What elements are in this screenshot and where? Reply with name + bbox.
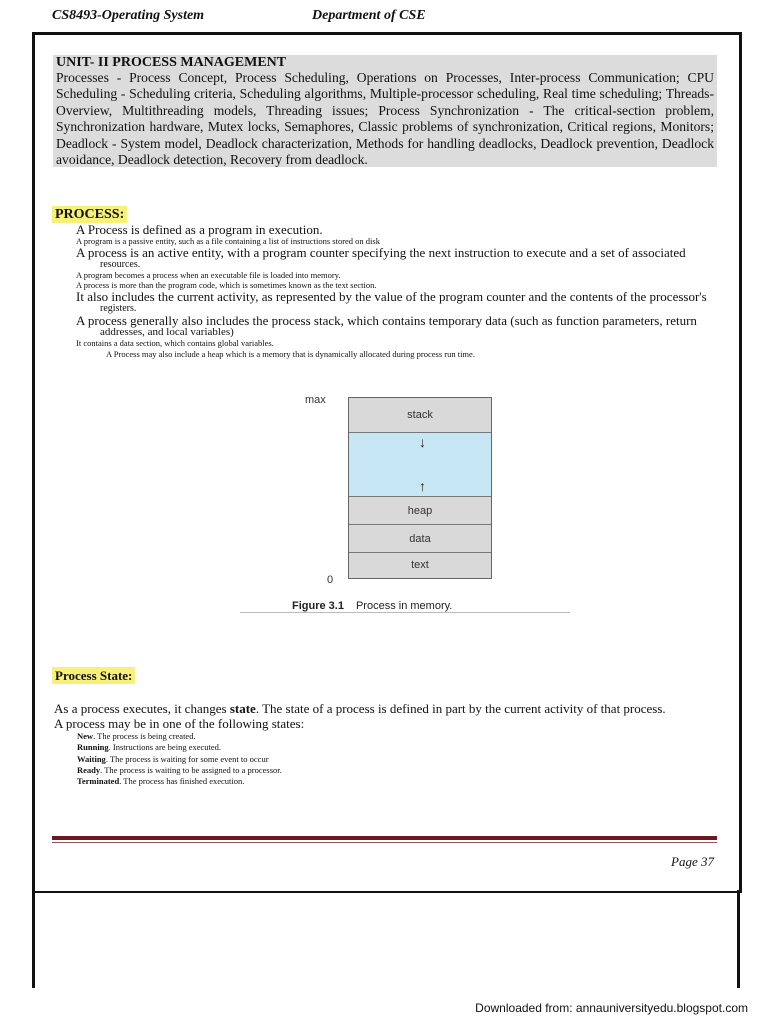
state-name: Ready [77,764,101,775]
unit-title: UNIT- II PROCESS MANAGEMENT [56,55,287,70]
list-item [77,731,282,742]
list-item [77,742,282,753]
memory-diagram [348,397,492,579]
process-memory-figure [240,390,570,615]
process-definitions [76,223,716,360]
process-heading-label: PROCESS: [52,206,127,223]
intro-text: As a process executes, it changes [54,701,230,716]
state-desc: . The process is waiting for some event to occur [105,753,269,764]
figure-caption-text: Process in memory. [355,600,453,612]
unit-syllabus-box [53,55,717,167]
max-label: max [305,394,326,406]
download-source: Downloaded from: annauniversityedu.blogspot.com [475,1001,748,1015]
definition-line: resources. [100,259,141,270]
state-name: New [77,731,94,741]
state-name: Waiting [77,753,106,764]
down-arrow-icon: ↓ [419,434,426,450]
definition-line: A program is a passive entity, such as a file containing a list of instructions stored on disk [76,236,380,246]
state-name: Running [77,742,109,753]
definition-line: It contains a data section, which contains global variables. [76,338,274,348]
figure-caption [292,600,452,612]
stack-segment: stack [349,398,491,433]
definition-line: A process is an active entity, with a program counter specifying the next instruction to execute and a set of associated [76,245,686,260]
definition-line: A process is more than the program code, which is sometimes known as the text section. [76,280,377,290]
state-name: Terminated [77,776,120,787]
figure-number: Figure 3.1 [292,600,344,612]
list-item [77,776,282,787]
definition-line: It also includes the current activity, as represented by the value of the program counter and the contents of the processor's [76,289,707,304]
free-space-segment [349,433,491,497]
process-heading [52,207,127,223]
zero-label: 0 [327,574,334,586]
intro-text: A process may be in one of the following states: [54,716,305,731]
list-item [77,765,282,776]
figure-rule [240,612,570,613]
intro-text: . The state of a process is defined in part by the current activity of that process. [255,701,666,716]
definition-line: A Process may also include a heap which is a memory that is dynamically allocated during process run time. [106,349,475,359]
list-item [77,754,282,765]
definition-line: A program becomes a process when an executable file is loaded into memory. [76,270,341,280]
page-number: Page 37 [671,854,714,869]
process-state-intro [54,701,724,731]
process-state-heading-label: Process State: [52,667,135,684]
unit-topics: Processes - Process Concept, Process Scheduling, Operations on Processes, Inter-process Communication; CPU Scheduling - Scheduling criteria, Scheduling algorithms, Multiple-processor scheduling, Real time scheduling; Threads- Overview, Multithreading models, Threading issues; Process Synchronization - The critical-section problem, Synchronization hardware, Mutex locks, Semaphores, Classic problems of synchronization, Critical regions, Monitors; Deadlock - System model, Deadlock characterization, Methods for handling deadlocks, Deadlock prevention, Deadlock avoidance, Deadlock detection, Recovery from deadlock. [56,70,714,168]
data-segment: data [349,525,491,553]
course-header: CS8493-Operating System [52,8,205,23]
process-states-list [77,731,282,787]
state-desc: . The process is being created. [93,731,196,741]
definition-line: registers. [100,303,137,314]
footer-rule [52,836,717,840]
state-desc: . The process is waiting to be assigned to a processor. [100,764,282,775]
state-desc: . Instructions are being executed. [108,742,222,753]
process-state-heading [52,668,135,684]
intro-bold-state: state [229,701,256,716]
definition-line: addresses, and local variables) [100,326,234,338]
heap-segment: heap [349,497,491,525]
department-header: Department of CSE [312,8,426,23]
text-segment: text [349,553,491,578]
page-border-lower [32,890,740,988]
definition-line: A process generally also includes the process stack, which contains temporary data (such as function parameters, return [76,313,697,328]
state-desc: . The process has finished execution. [119,776,245,787]
up-arrow-icon: ↑ [419,478,426,494]
definition-line: A Process is defined as a program in execution. [76,222,323,237]
footer-rule-thin [52,842,717,843]
